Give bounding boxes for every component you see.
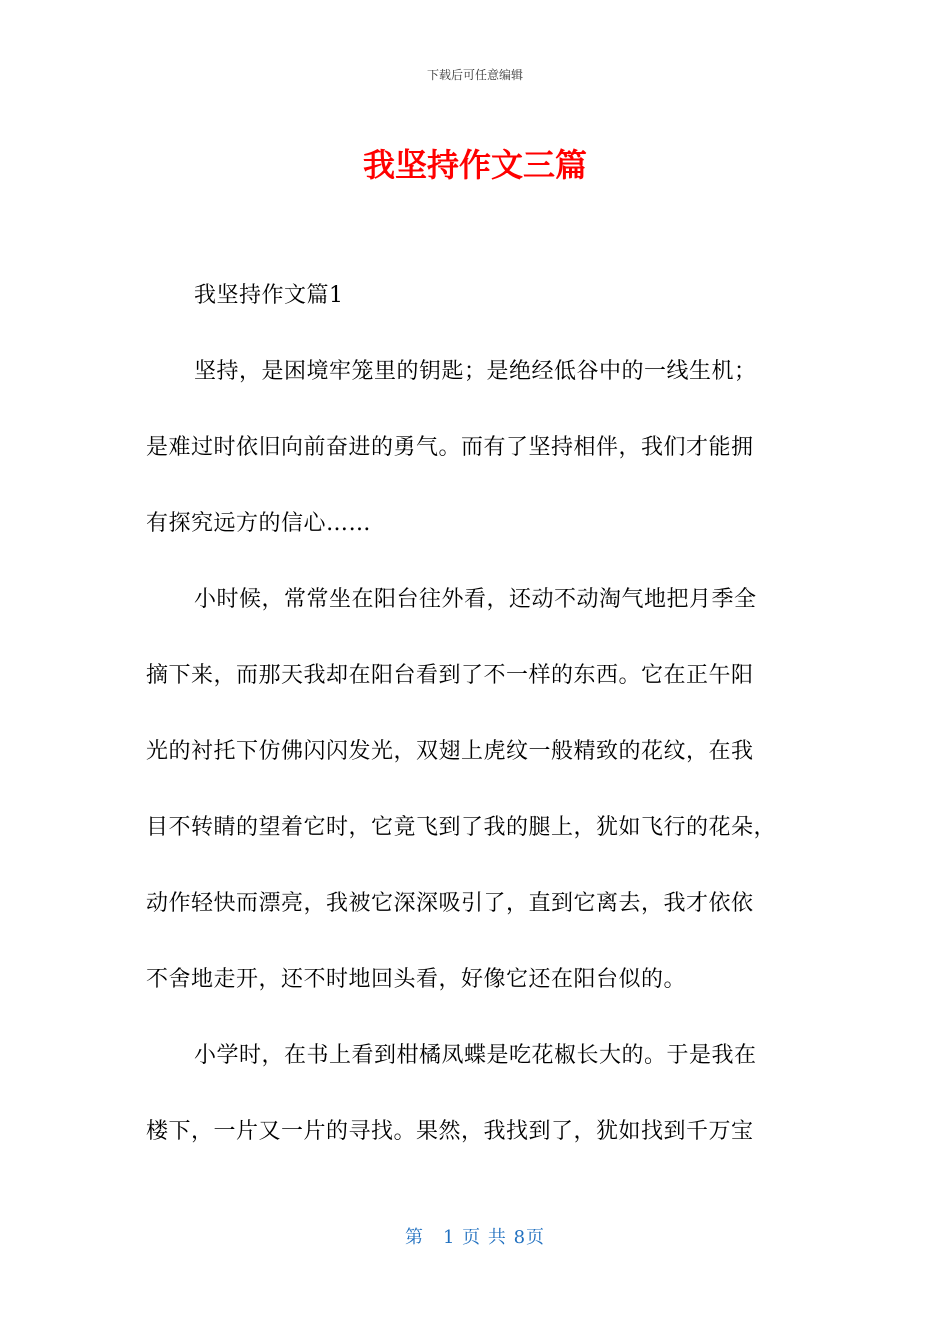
paragraph-line: 坚持，是困境牢笼里的钥匙；是绝经低谷中的一线生机； bbox=[194, 359, 757, 384]
paragraph-line: 有探究远方的信心…… bbox=[146, 511, 372, 536]
paragraph-line: 目不转睛的望着它时，它竟飞到了我的腿上，犹如飞行的花朵， bbox=[146, 815, 777, 840]
paragraph-line: 不舍地走开，还不时地回头看，好像它还在阳台似的。 bbox=[146, 967, 687, 992]
page-number: 第 1 页 共 8页 bbox=[404, 1227, 546, 1248]
paragraph-line: 是难过时依旧向前奋进的勇气。而有了坚持相伴，我们才能拥 bbox=[146, 435, 754, 460]
header-note: 下载后可任意编辑 bbox=[426, 68, 523, 82]
document-body bbox=[146, 270, 806, 1182]
paragraph-line: 摘下来，而那天我却在阳台看到了不一样的东西。它在正午阳 bbox=[146, 663, 754, 688]
section-heading: 我坚持作文篇1 bbox=[194, 283, 344, 308]
paragraph-line: 楼下，一片又一片的寻找。果然，我找到了，犹如找到千万宝 bbox=[146, 1119, 754, 1144]
paragraph-line: 小时候，常常坐在阳台往外看，还动不动淘气地把月季全 bbox=[194, 587, 757, 612]
paragraph-line: 光的衬托下仿佛闪闪发光，双翅上虎纹一般精致的花纹，在我 bbox=[146, 739, 754, 764]
paragraph-line: 小学时，在书上看到柑橘凤蝶是吃花椒长大的。于是我在 bbox=[194, 1043, 757, 1068]
paragraph-line: 动作轻快而漂亮，我被它深深吸引了，直到它离去，我才依依 bbox=[146, 891, 754, 916]
document-title: 我坚持作文三篇 bbox=[362, 146, 587, 184]
